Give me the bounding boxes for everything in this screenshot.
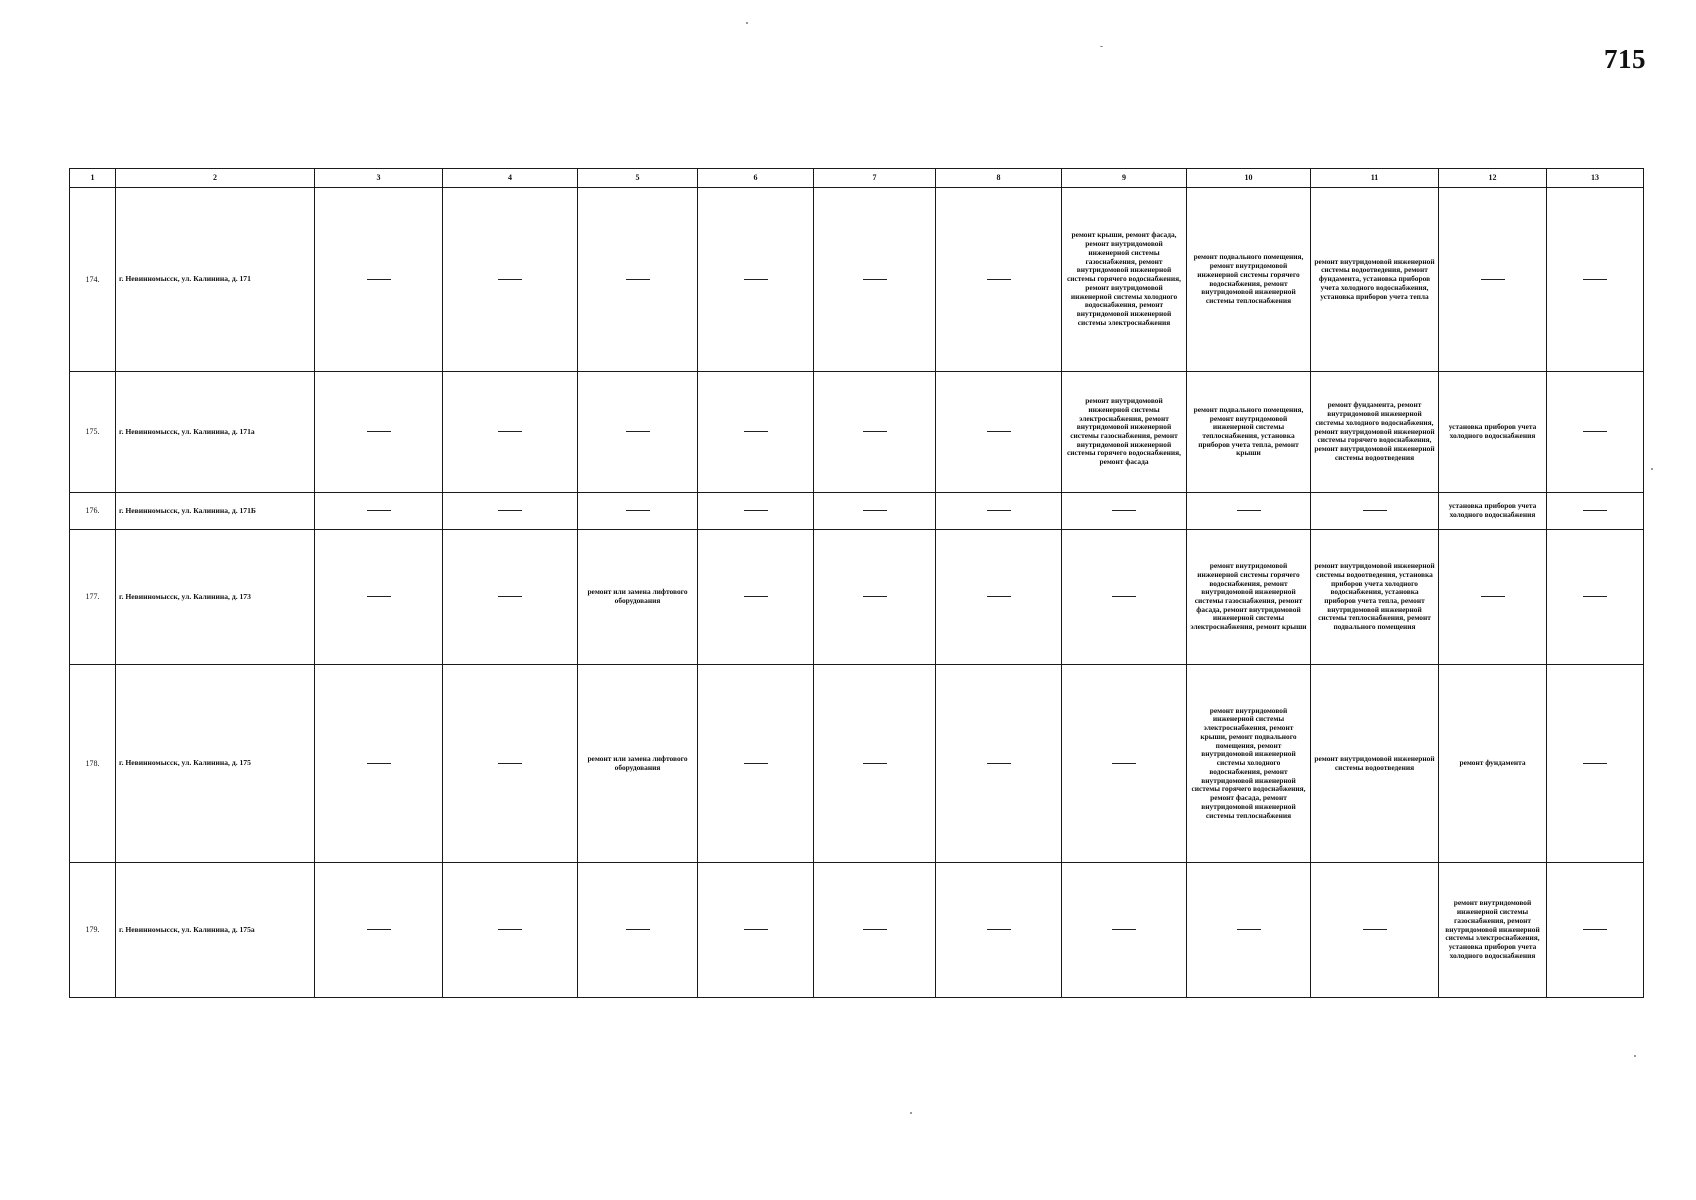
column-header-8: 8 bbox=[936, 169, 1062, 188]
work-type-cell: ремонт крыши, ремонт фасада, ремонт внутридомовой инженерной системы газоснабжения, ремонт внутридомовой инженерной системы горячего водоснабжения, ремонт внутридомовой инженерной системы холодного водоснабжения, ремонт внутридомовой инженерной системы электроснабжения bbox=[1062, 188, 1187, 372]
empty-cell bbox=[443, 530, 578, 665]
work-type-cell: ремонт подвального помещения, ремонт внутридомовой инженерной системы теплоснабжения, установка приборов учета тепла, ремонт крыши bbox=[1187, 372, 1311, 493]
dash-mark bbox=[498, 279, 522, 280]
dash-mark bbox=[987, 929, 1011, 930]
dash-mark bbox=[1237, 510, 1261, 511]
dash-mark bbox=[863, 510, 887, 511]
table-row bbox=[70, 530, 1644, 665]
empty-cell bbox=[698, 493, 814, 530]
work-type-cell: ремонт внутридомовой инженерной системы горячего водоснабжения, ремонт внутридомовой инженерной системы газоснабжения, ремонт фасада, ремонт внутридомовой инженерной системы электроснабжения, ремонт крыши bbox=[1187, 530, 1311, 665]
empty-cell bbox=[578, 493, 698, 530]
row-number: 179. bbox=[70, 863, 116, 998]
empty-cell bbox=[936, 493, 1062, 530]
work-type-cell: ремонт внутридомовой инженерной системы водоотведения, установка приборов учета холодного водоснабжения, установка приборов учета тепла, ремонт внутридомовой инженерной системы теплоснабжения, ремонт подвального помещения bbox=[1311, 530, 1439, 665]
empty-cell bbox=[1439, 188, 1547, 372]
empty-cell bbox=[1062, 530, 1187, 665]
empty-cell bbox=[443, 863, 578, 998]
dash-mark bbox=[367, 929, 391, 930]
dash-mark bbox=[498, 596, 522, 597]
empty-cell bbox=[936, 665, 1062, 863]
empty-cell bbox=[814, 863, 936, 998]
empty-cell bbox=[1062, 665, 1187, 863]
empty-cell bbox=[315, 530, 443, 665]
dash-mark bbox=[498, 763, 522, 764]
empty-cell bbox=[1311, 863, 1439, 998]
repair-schedule-table bbox=[69, 168, 1644, 998]
work-type-cell: ремонт фундамента, ремонт внутридомовой инженерной системы холодного водоснабжения, ремонт внутридомовой инженерной системы горячего водоснабжения, ремонт внутридомовой инженерной системы водоотведения bbox=[1311, 372, 1439, 493]
empty-cell bbox=[1439, 530, 1547, 665]
empty-cell bbox=[698, 188, 814, 372]
dash-mark bbox=[744, 279, 768, 280]
row-number: 177. bbox=[70, 530, 116, 665]
empty-cell bbox=[936, 863, 1062, 998]
column-header-9: 9 bbox=[1062, 169, 1187, 188]
column-header-1: 1 bbox=[70, 169, 116, 188]
column-header-11: 11 bbox=[1311, 169, 1439, 188]
dash-mark bbox=[987, 596, 1011, 597]
empty-cell bbox=[814, 493, 936, 530]
row-number: 174. bbox=[70, 188, 116, 372]
dash-mark bbox=[1363, 929, 1387, 930]
work-type-cell: ремонт внутридомовой инженерной системы водоотведения bbox=[1311, 665, 1439, 863]
repair-schedule-table-wrap bbox=[69, 168, 1644, 998]
dash-mark bbox=[1112, 763, 1136, 764]
address-cell: г. Невинномысск, ул. Калинина, д. 173 bbox=[116, 530, 315, 665]
column-header-5: 5 bbox=[578, 169, 698, 188]
empty-cell bbox=[1547, 665, 1644, 863]
table-header bbox=[70, 169, 1644, 188]
empty-cell bbox=[936, 372, 1062, 493]
empty-cell bbox=[315, 188, 443, 372]
scan-speck bbox=[1100, 46, 1103, 47]
dash-mark bbox=[987, 279, 1011, 280]
work-type-cell: установка приборов учета холодного водоснабжения bbox=[1439, 372, 1547, 493]
dash-mark bbox=[1583, 431, 1607, 432]
dash-mark bbox=[1583, 929, 1607, 930]
dash-mark bbox=[863, 763, 887, 764]
dash-mark bbox=[1481, 596, 1505, 597]
dash-mark bbox=[498, 431, 522, 432]
empty-cell bbox=[1547, 188, 1644, 372]
dash-mark bbox=[626, 929, 650, 930]
empty-cell bbox=[1547, 372, 1644, 493]
empty-cell bbox=[443, 665, 578, 863]
dash-mark bbox=[626, 279, 650, 280]
empty-cell bbox=[315, 863, 443, 998]
empty-cell bbox=[814, 665, 936, 863]
dash-mark bbox=[626, 510, 650, 511]
empty-cell bbox=[1547, 863, 1644, 998]
empty-cell bbox=[578, 188, 698, 372]
empty-cell bbox=[315, 665, 443, 863]
dash-mark bbox=[626, 431, 650, 432]
empty-cell bbox=[936, 188, 1062, 372]
empty-cell bbox=[1062, 863, 1187, 998]
dash-mark bbox=[498, 929, 522, 930]
empty-cell bbox=[698, 530, 814, 665]
dash-mark bbox=[744, 510, 768, 511]
dash-mark bbox=[1481, 279, 1505, 280]
empty-cell bbox=[578, 372, 698, 493]
row-number: 176. bbox=[70, 493, 116, 530]
dash-mark bbox=[987, 510, 1011, 511]
dash-mark bbox=[863, 279, 887, 280]
dash-mark bbox=[744, 763, 768, 764]
column-header-6: 6 bbox=[698, 169, 814, 188]
dash-mark bbox=[367, 510, 391, 511]
dash-mark bbox=[987, 431, 1011, 432]
column-header-12: 12 bbox=[1439, 169, 1547, 188]
address-cell: г. Невинномысск, ул. Калинина, д. 175а bbox=[116, 863, 315, 998]
empty-cell bbox=[1547, 493, 1644, 530]
dash-mark bbox=[863, 431, 887, 432]
dash-mark bbox=[367, 763, 391, 764]
empty-cell bbox=[315, 493, 443, 530]
empty-cell bbox=[814, 372, 936, 493]
work-type-cell: ремонт или замена лифтового оборудования bbox=[578, 665, 698, 863]
empty-cell bbox=[1547, 530, 1644, 665]
scan-speck bbox=[1651, 468, 1653, 470]
table-body bbox=[70, 188, 1644, 998]
work-type-cell: ремонт внутридомовой инженерной системы электроснабжения, ремонт внутридомовой инженерной системы газоснабжения, ремонт внутридомовой инженерной системы горячего водоснабжения, ремонт фасада bbox=[1062, 372, 1187, 493]
dash-mark bbox=[1112, 929, 1136, 930]
table-row bbox=[70, 863, 1644, 998]
dash-mark bbox=[1583, 279, 1607, 280]
table-row bbox=[70, 493, 1644, 530]
dash-mark bbox=[1237, 929, 1261, 930]
dash-mark bbox=[367, 431, 391, 432]
column-header-4: 4 bbox=[443, 169, 578, 188]
dash-mark bbox=[1363, 510, 1387, 511]
table-row bbox=[70, 188, 1644, 372]
column-header-10: 10 bbox=[1187, 169, 1311, 188]
empty-cell bbox=[315, 372, 443, 493]
empty-cell bbox=[1311, 493, 1439, 530]
empty-cell bbox=[1187, 863, 1311, 998]
empty-cell bbox=[443, 493, 578, 530]
empty-cell bbox=[1062, 493, 1187, 530]
table-row bbox=[70, 665, 1644, 863]
work-type-cell: ремонт внутридомовой инженерной системы электроснабжения, ремонт крыши, ремонт подвального помещения, ремонт внутридомовой инженерной системы холодного водоснабжения, ремонт внутридомовой инженерной системы горячего водоснабжения, ремонт фасада, ремонт внутридомовой инженерной системы теплоснабжения bbox=[1187, 665, 1311, 863]
dash-mark bbox=[863, 596, 887, 597]
dash-mark bbox=[744, 596, 768, 597]
column-header-13: 13 bbox=[1547, 169, 1644, 188]
empty-cell bbox=[936, 530, 1062, 665]
dash-mark bbox=[744, 929, 768, 930]
scan-speck bbox=[1634, 1055, 1636, 1057]
dash-mark bbox=[367, 596, 391, 597]
dash-mark bbox=[498, 510, 522, 511]
empty-cell bbox=[698, 665, 814, 863]
scan-speck bbox=[910, 1112, 912, 1114]
page-number: 715 bbox=[1604, 44, 1646, 74]
dash-mark bbox=[1112, 510, 1136, 511]
empty-cell bbox=[1187, 493, 1311, 530]
empty-cell bbox=[814, 188, 936, 372]
empty-cell bbox=[698, 863, 814, 998]
empty-cell bbox=[443, 372, 578, 493]
address-cell: г. Невинномысск, ул. Калинина, д. 171 bbox=[116, 188, 315, 372]
work-type-cell: ремонт подвального помещения, ремонт внутридомовой инженерной системы горячего водоснабжения, ремонт внутридомовой инженерной системы теплоснабжения bbox=[1187, 188, 1311, 372]
work-type-cell: установка приборов учета холодного водоснабжения bbox=[1439, 493, 1547, 530]
dash-mark bbox=[744, 431, 768, 432]
dash-mark bbox=[1583, 763, 1607, 764]
address-cell: г. Невинномысск, ул. Калинина, д. 171а bbox=[116, 372, 315, 493]
table-row bbox=[70, 372, 1644, 493]
row-number: 175. bbox=[70, 372, 116, 493]
work-type-cell: ремонт фундамента bbox=[1439, 665, 1547, 863]
column-number-row bbox=[70, 169, 1644, 188]
empty-cell bbox=[698, 372, 814, 493]
address-cell: г. Невинномысск, ул. Калинина, д. 175 bbox=[116, 665, 315, 863]
column-header-3: 3 bbox=[315, 169, 443, 188]
work-type-cell: ремонт или замена лифтового оборудования bbox=[578, 530, 698, 665]
empty-cell bbox=[443, 188, 578, 372]
empty-cell bbox=[578, 863, 698, 998]
work-type-cell: ремонт внутридомовой инженерной системы водоотведения, ремонт фундамента, установка приборов учета холодного водоснабжения, установка приборов учета тепла bbox=[1311, 188, 1439, 372]
column-header-7: 7 bbox=[814, 169, 936, 188]
dash-mark bbox=[1112, 596, 1136, 597]
work-type-cell: ремонт внутридомовой инженерной системы газоснабжения, ремонт внутридомовой инженерной системы электроснабжения, установка приборов учета холодного водоснабжения bbox=[1439, 863, 1547, 998]
dash-mark bbox=[987, 763, 1011, 764]
empty-cell bbox=[814, 530, 936, 665]
dash-mark bbox=[863, 929, 887, 930]
scan-speck bbox=[746, 22, 748, 24]
dash-mark bbox=[1583, 510, 1607, 511]
dash-mark bbox=[367, 279, 391, 280]
column-header-2: 2 bbox=[116, 169, 315, 188]
row-number: 178. bbox=[70, 665, 116, 863]
address-cell: г. Невинномысск, ул. Калинина, д. 171Б bbox=[116, 493, 315, 530]
dash-mark bbox=[1583, 596, 1607, 597]
